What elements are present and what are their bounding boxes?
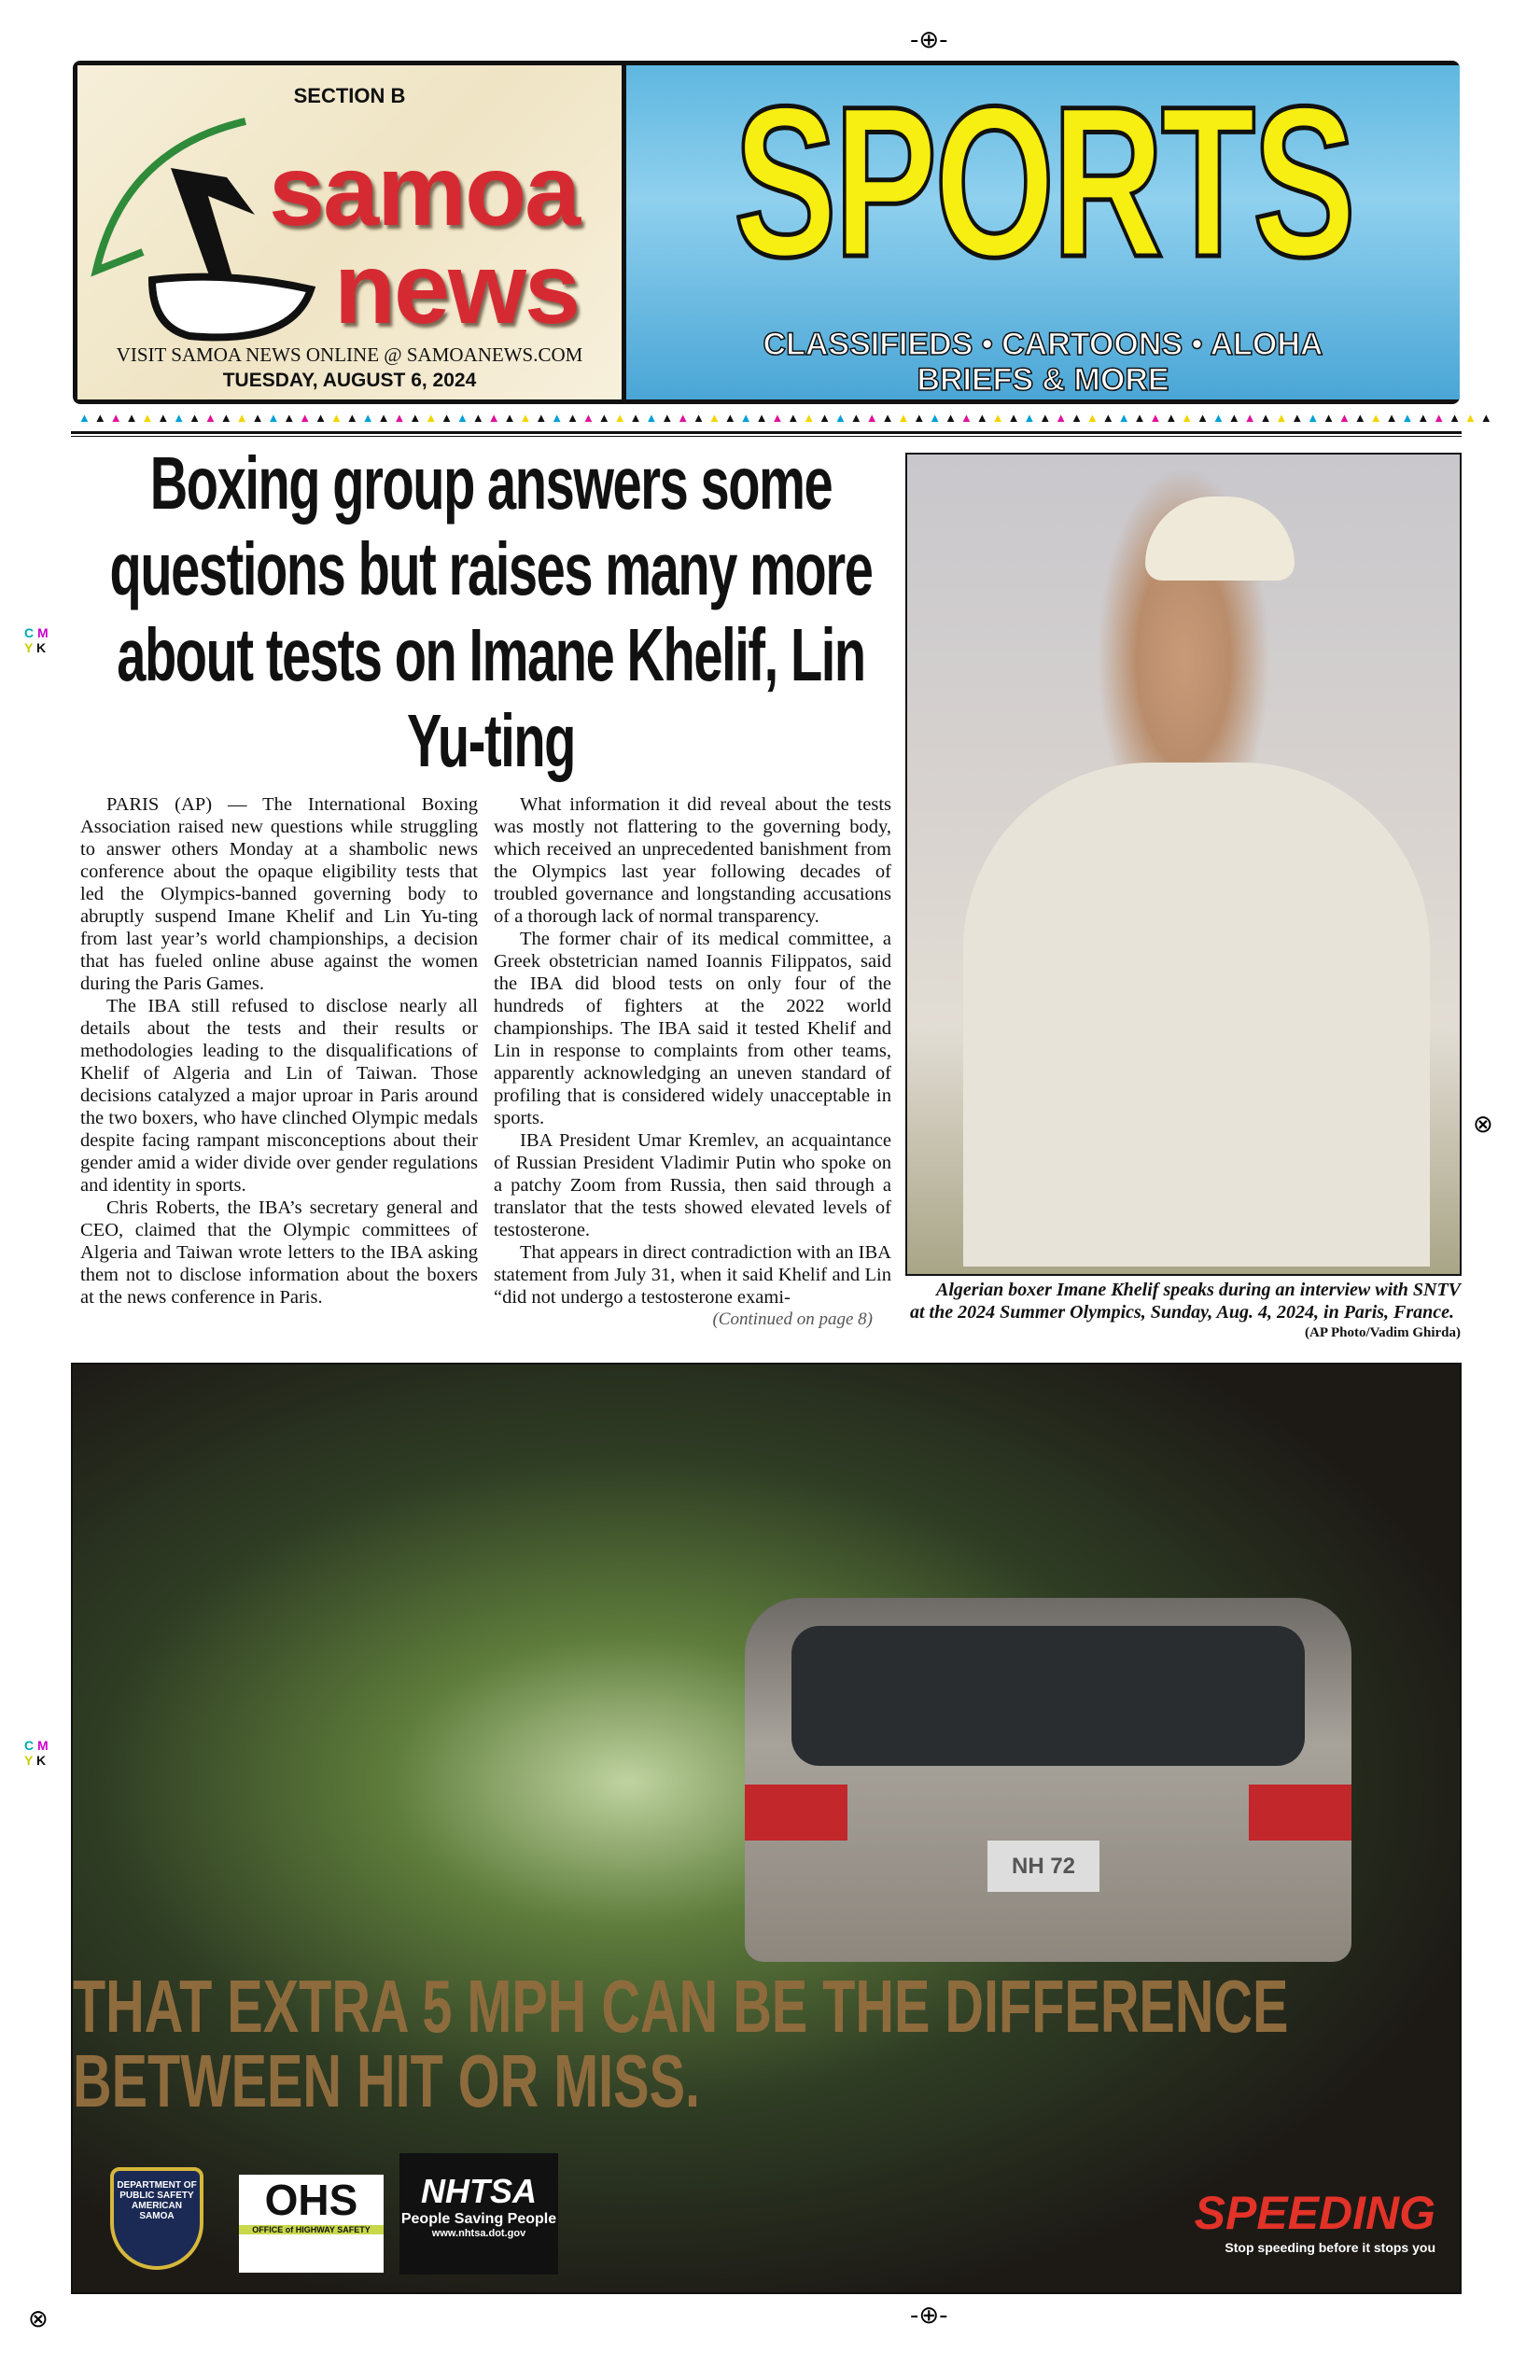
ad-slogan-line-2: BETWEEN HIT OR MISS. <box>73 2039 701 2122</box>
ohs-logo-subtitle: OFFICE of HIGHWAY SAFETY <box>239 2225 384 2234</box>
issue-date: TUESDAY, AUGUST 6, 2024 <box>222 370 477 391</box>
crosshair-circle-icon: ⊗ <box>1473 1111 1493 1139</box>
ohs-logo <box>239 2175 384 2273</box>
article-photo-imane-khelif <box>905 453 1462 1276</box>
decorative-triangle-border: ▲▲▲▲▲▲▲▲▲▲▲▲▲▲▲▲▲▲▲▲▲▲▲▲▲▲▲▲▲▲▲▲▲▲▲▲▲▲▲▲▲▲▲▲▲▲▲▲▲▲▲▲▲▲▲▲▲▲▲▲▲▲▲▲▲▲▲▲▲▲▲▲▲▲▲▲▲▲▲▲▲▲▲▲▲▲▲▲▲▲ <box>78 411 1496 425</box>
public-safety-badge-logo: DEPARTMENT OF PUBLIC SAFETY AMERICAN SAMOA <box>110 2167 203 2270</box>
cmyk-mark: C M Y K <box>24 625 49 655</box>
article-paragraph: What information it did reveal about the tests was mostly not flattering to the governing body, which received an unprecedented banishment from the Olympics last year following decades of troubled governance and longstanding accusations of a thorough lack of normal transparency. <box>494 794 891 927</box>
article-headline: Boxing group answers some questions but raises many more about tests on Imane Khelif, Lin Yu-ting <box>109 441 873 782</box>
nhtsa-logo-text: NHTSA <box>421 2172 537 2210</box>
speeding-campaign-logo <box>1137 2186 1435 2255</box>
sports-title: SPORTS <box>733 62 1353 301</box>
article-paragraph: The IBA still refused to disclose nearly all details about the tests and their results or methodologies leading to the disqualifications of Khelif of Algeria and Lin of Taiwan. Those decisions catalyzed a major uproar in Paris around the two boxers, who have clinched Olympic medals despite facing rampant misconceptions about their gender amid a wider divide over gender regulations and identity in sports. <box>80 996 478 1196</box>
ohs-logo-text: OHS <box>264 2176 358 2224</box>
photo-credit: (AP Photo/Vadim Ghirda) <box>1305 1325 1461 1340</box>
divider-rule <box>71 431 1462 437</box>
nhtsa-url[interactable]: www.nhtsa.dot.gov <box>431 2228 526 2239</box>
photo-caption-box <box>910 1279 1461 1342</box>
logo-news: news <box>334 231 580 344</box>
logo-samoa: samoa <box>269 133 580 246</box>
speeding-tagline: Stop speeding before it stops you <box>1225 2240 1435 2255</box>
cmyk-mark: C M Y K <box>24 1738 49 1768</box>
speeding-logo-text: SPEEDING <box>1194 2187 1435 2239</box>
ad-slogan <box>73 1965 1289 2122</box>
article-paragraph: PARIS (AP) — The International Boxing Association raised new questions while struggling to answer others Monday at a shambolic news conference about the opaque eligibility tests that led the Olympics-banned governing body to abruptly suspend Imane Khelif and Lin Yu-ting from last year’s world championships, a decision that has fueled online abuse against the women during the Paris Games. <box>80 794 478 994</box>
sports-subtitle-1: CLASSIFIEDS • CARTOONS • ALOHA <box>763 327 1323 362</box>
speeding-advertisement <box>71 1363 1462 2294</box>
registration-mark-bottom: -⊕- <box>910 2302 948 2330</box>
photo-caption: Algerian boxer Imane Khelif speaks during an interview with SNTV at the 2024 Summer Olympics, Sunday, Aug. 4, 2024, in Paris, France. <box>910 1280 1461 1323</box>
nhtsa-tagline: People Saving People <box>400 2211 557 2227</box>
article-column-2 <box>494 793 891 1331</box>
article-paragraph: Chris Roberts, the IBA’s secretary general and CEO, claimed that the Olympic committees of Algeria and Taiwan wrote letters to the IBA asking them not to disclose information about the boxers at the news conference in Paris. <box>80 1197 478 1308</box>
article-paragraph: That appears in direct contradiction with an IBA statement from July 31, when it said Khelif and Lin “did not undergo a testosterone exami- <box>494 1242 891 1308</box>
section-label: SECTION B <box>293 84 406 107</box>
article-paragraph: The former chair of its medical committee, a Greek obstetrician named Ioannis Filippatos, said the IBA did blood tests on only four of the hundreds of fighters at the 2022 world championships. The IBA said it tested Khelif and Lin in response to complaints from other teams, apparently acknowledging an uneven standard of profiling that is considered widely unacceptable in sports. <box>494 929 891 1128</box>
masthead <box>73 61 1460 404</box>
nhtsa-logo <box>399 2153 558 2275</box>
license-plate: NH 72 <box>987 1841 1099 1892</box>
article-paragraph: IBA President Umar Kremlev, an acquaintance of Russian President Vladimir Putin who spoke on a patchy Zoom from Russia, then said through a translator that the tests showed elevated levels of testosterone. <box>494 1130 891 1240</box>
crosshair-circle-icon: ⊗ <box>28 2305 49 2333</box>
sports-subtitle-2: BRIEFS & MORE <box>917 362 1169 398</box>
continued-link[interactable]: (Continued on page 8) <box>712 1309 873 1329</box>
car-image <box>745 1598 1351 1962</box>
website-link[interactable]: VISIT SAMOA NEWS ONLINE @ SAMOANEWS.COM <box>116 343 583 366</box>
sports-banner <box>626 62 1460 399</box>
ad-slogan-line-1: THAT EXTRA 5 MPH CAN BE THE DIFFERENCE <box>73 1965 1289 2048</box>
samoa-news-logo-panel <box>77 65 622 399</box>
registration-mark-top: -⊕- <box>910 26 948 54</box>
article-column-1 <box>80 793 478 1309</box>
